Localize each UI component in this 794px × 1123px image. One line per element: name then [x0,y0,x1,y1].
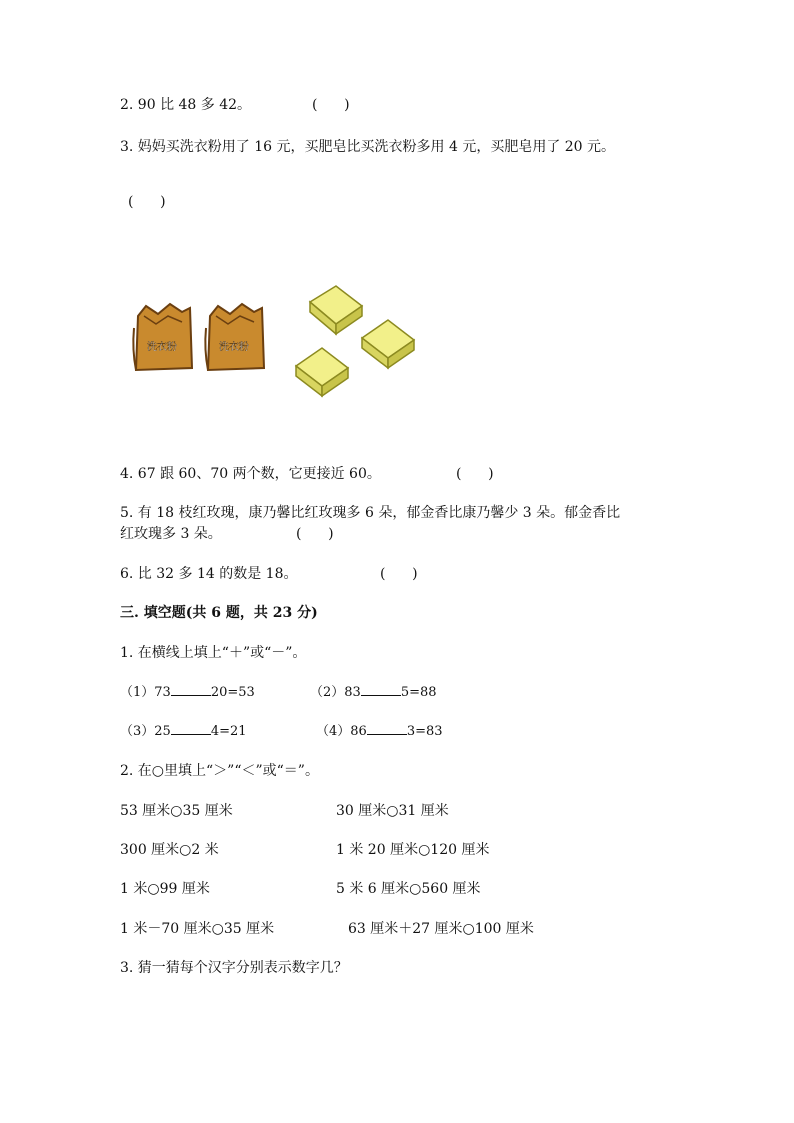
fill-item-4 [316,722,443,742]
operator-blank-1[interactable] [171,683,211,696]
answer-paren-q4[interactable]: ( ) [456,466,494,482]
fill-question-3-title: 3. 猜一猜每个汉字分别表示数字几？ [120,960,348,976]
compare-item-3[interactable]: 300 厘米○2 米 [120,842,219,858]
answer-paren-q3[interactable]: ( ) [128,194,166,210]
section-heading-fill-in: 三. 填空题(共 6 题，共 23 分) [120,605,318,621]
fill-item-3 [120,722,247,742]
fill-item-3-pre: （3）25 [120,724,171,739]
operator-blank-2[interactable] [361,683,401,696]
fill-item-2-pre: （2）83 [310,685,361,700]
bag-label-2: 洗衣粉 [219,342,249,353]
question-5-line-2: 红玫瑰多 3 朵。 [120,526,222,542]
question-6-text: 6. 比 32 多 14 的数是 18。 [120,566,298,582]
compare-item-5[interactable]: 1 米○99 厘米 [120,881,210,897]
compare-item-6[interactable]: 5 米 6 厘米○560 厘米 [336,881,481,897]
fill-item-3-post: 4=21 [210,724,247,739]
question-4-text: 4. 67 跟 60、70 两个数，它更接近 60。 [120,466,381,482]
question-5-line-1: 5. 有 18 枝红玫瑰，康乃馨比红玫瑰多 6 朵，郁金香比康乃馨少 3 朵。郁金香比 [120,505,621,521]
fill-question-1-title: 1. 在横线上填上“＋”或“－”。 [120,645,307,661]
fill-item-1-pre: （1）73 [120,685,171,700]
fill-item-1 [120,683,255,703]
fill-item-4-post: 3=83 [406,724,443,739]
answer-paren-q5[interactable]: ( ) [296,526,334,542]
answer-paren-q2[interactable]: ( ) [312,97,350,113]
fill-question-2-title: 2. 在○里填上“＞”“＜”或“＝”。 [120,763,319,779]
fill-item-4-pre: （4）86 [316,724,367,739]
answer-paren-q6[interactable]: ( ) [380,566,418,582]
compare-item-4[interactable]: 1 米 20 厘米○120 厘米 [336,842,490,858]
compare-item-2[interactable]: 30 厘米○31 厘米 [336,803,449,819]
fill-item-1-post: 20=53 [210,685,255,700]
soap-bar-icon [296,348,348,396]
compare-item-1[interactable]: 53 厘米○35 厘米 [120,803,233,819]
operator-blank-4[interactable] [367,722,407,735]
question-3-text: 3. 妈妈买洗衣粉用了 16 元，买肥皂比买洗衣粉多用 4 元，买肥皂用了 20 元。 [120,139,616,155]
bag-label-1: 洗衣粉 [147,342,177,353]
detergent-bag-icon [205,304,264,370]
question-2-text: 2. 90 比 48 多 42。 [120,97,252,113]
operator-blank-3[interactable] [171,722,211,735]
soap-bar-icon [310,286,362,334]
compare-item-7[interactable]: 1 米－70 厘米○35 厘米 [120,921,275,937]
compare-item-8[interactable]: 63 厘米＋27 厘米○100 厘米 [348,921,534,937]
soap-bar-icon [362,320,414,368]
fill-item-2 [310,683,437,703]
detergent-bag-icon [133,304,192,370]
detergent-soap-illustration [130,280,430,400]
fill-item-2-post: 5=88 [400,685,437,700]
